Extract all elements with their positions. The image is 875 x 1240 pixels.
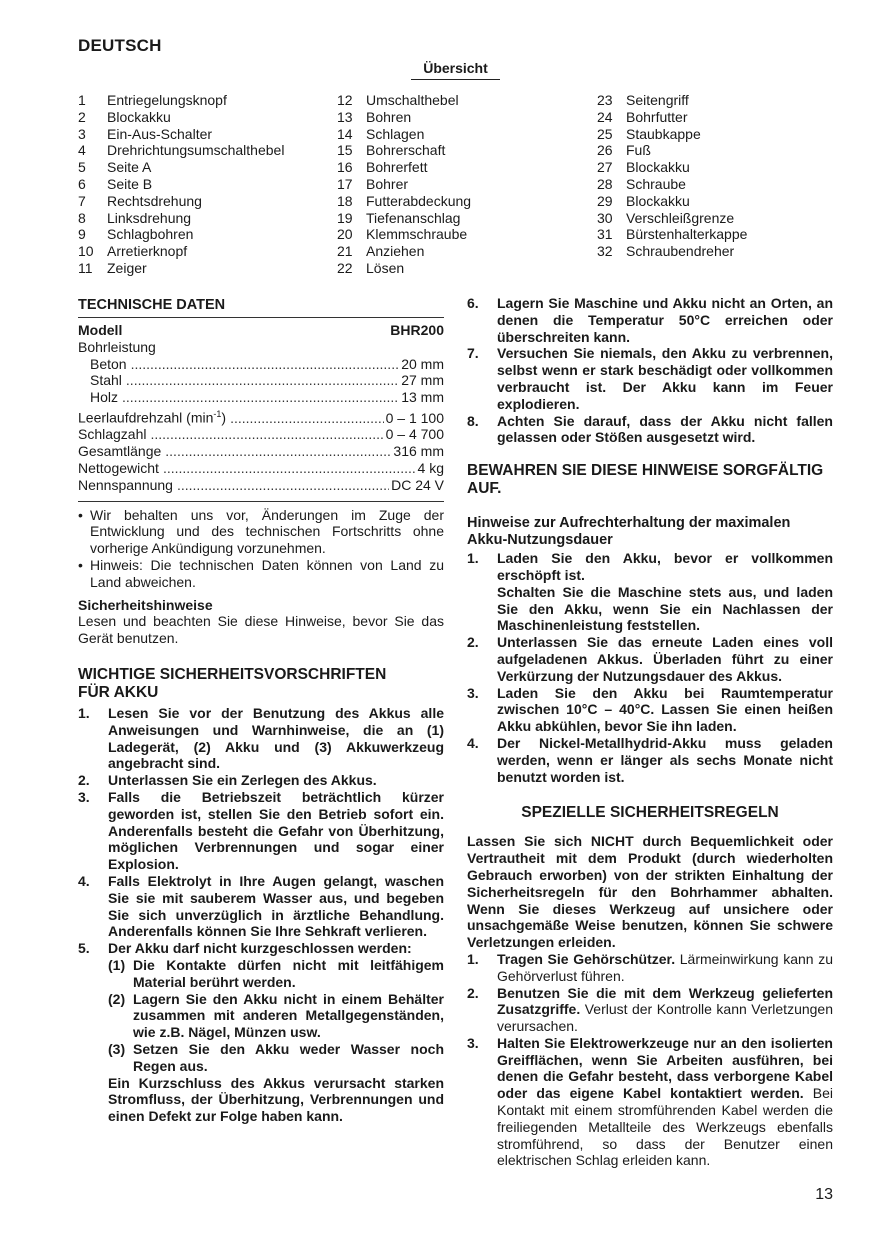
battery-rules-title [78, 666, 444, 702]
overview-item-label: Arretierknopf [107, 243, 188, 260]
overview-item-number: 24 [597, 108, 613, 125]
overview-item-label: Lösen [366, 259, 405, 276]
spec-row [78, 372, 444, 389]
overview-item [597, 226, 747, 243]
overview-item [337, 126, 471, 143]
overview-item-number: 16 [337, 159, 353, 176]
overview-item-label: Blockakku [626, 192, 690, 209]
overview-item-number: 5 [78, 159, 86, 176]
spec-row-noload [78, 406, 444, 426]
overview-item-label: Schraube [626, 175, 686, 192]
list-item: 4. Der Nickel-Metallhydrid-Akku muss geladen werden, wenn er länger als sechs Monate nicht benutzt worden ist. [467, 734, 833, 785]
overview-column-3 [597, 92, 747, 260]
spec-row [78, 426, 444, 443]
overview-item [597, 176, 747, 193]
overview-item-label: Tiefenanschlag [366, 209, 461, 226]
overview-item [597, 159, 747, 176]
overview-item [78, 260, 284, 277]
overview-item [78, 210, 284, 227]
left-column [78, 297, 444, 1125]
overview-item [337, 243, 471, 260]
overview-item-number: 32 [597, 243, 613, 260]
spec-label: Stahl [90, 372, 122, 389]
leader-dots [177, 477, 389, 494]
capacity-label-row [78, 339, 444, 356]
overview-item-label: Umschalthebel [366, 92, 459, 108]
overview-item [597, 210, 747, 227]
overview-item-number: 27 [597, 159, 613, 176]
overview-item-number: 19 [337, 209, 353, 226]
overview-item [337, 176, 471, 193]
sub-item: (2) Lagern Sie den Akku nicht in einem Behälter zusammen mit anderen Metallgegenständen, wie z.B. Nägel, Münzen usw. [108, 990, 444, 1041]
overview-item [78, 109, 284, 126]
special-rules-title: SPEZIELLE SICHERHEITSREGELN [521, 804, 779, 822]
overview-item-number: 1 [78, 92, 86, 108]
overview-column-1 [78, 92, 284, 277]
overview-item-number: 10 [78, 243, 94, 260]
spec-row [78, 460, 444, 477]
spec-value: 316 mm [393, 443, 444, 460]
note-text: Hinweis: Die technischen Daten können von Land zu Land abweichen. [90, 557, 444, 590]
overview-item [337, 193, 471, 210]
overview-item-label: Fuß [626, 142, 651, 159]
overview-item [78, 142, 284, 159]
overview-item [597, 243, 747, 260]
overview-item-label: Bohren [366, 108, 412, 125]
overview-item-number: 23 [597, 92, 613, 108]
battery-rules-title-line2: FÜR AKKU [78, 684, 159, 701]
tech-bottom-rule [78, 501, 444, 502]
special-intro: Lassen Sie sich NICHT durch Bequemlichkeit oder Vertrautheit mit dem Produkt (durch wiederholten Gebrauch erworben) von der strikten Einhaltung der Sicherheitsregeln für den Bohrhammer abhalten. Wenn Sie dieses Werkzeug auf unsichere oder unsachgemäße Weise benutzen, können Sie schwere Verletzungen erleiden. [467, 833, 833, 951]
spec-row [78, 443, 444, 460]
spec-value: 0 – 1 100 [385, 409, 444, 426]
spec-row [78, 389, 444, 406]
overview-item-number: 13 [337, 108, 353, 125]
overview-item-number: 21 [337, 243, 353, 260]
spec-row [78, 477, 444, 494]
noload-sup: -1 [213, 408, 222, 419]
overview-item-label: Schraubendreher [626, 243, 735, 260]
leader-dots [163, 460, 416, 477]
overview-item-number: 18 [337, 192, 353, 209]
overview-item-number: 7 [78, 192, 86, 209]
overview-item-number: 4 [78, 142, 86, 159]
overview-column-2 [337, 92, 471, 277]
overview-item [597, 92, 747, 109]
tech-notes [78, 507, 444, 591]
overview-item-number: 29 [597, 192, 613, 209]
overview-item [78, 243, 284, 260]
item5-tail: Ein Kurzschluss des Akkus verursacht starken Stromfluss, der Überhitzung, Verbrennungen und einen Defekt zur Folge haben kann. [108, 1074, 444, 1125]
list-item: 2. Benutzen Sie die mit dem Werkzeug gelieferten Zusatzgriffe. Verlust der Kontrolle kann Verletzungen verursachen. [467, 984, 833, 1035]
overview-item-label: Schlagen [366, 125, 425, 142]
overview-item-label: Zeiger [107, 259, 147, 276]
leader-dots [131, 356, 400, 373]
spec-rows [78, 426, 444, 493]
overview-item-label: Staubkappe [626, 125, 701, 142]
overview-item [337, 226, 471, 243]
overview-item [78, 159, 284, 176]
leader-dots [126, 372, 399, 389]
overview-item-number: 22 [337, 259, 353, 276]
leader-dots [151, 426, 384, 443]
overview-item [597, 142, 747, 159]
capacity-label: Bohrleistung [78, 338, 156, 355]
overview-item [78, 176, 284, 193]
overview-item-label: Seite B [107, 175, 153, 192]
note-text: Wir behalten uns vor, Änderungen im Zuge der Entwicklung und des technischen Fortschritts ohne vorherige Ankündigung vorzunehmen. [90, 506, 444, 557]
overview-item [337, 159, 471, 176]
overview-item-number: 8 [78, 209, 86, 226]
overview-item-label: Seite A [107, 159, 152, 176]
overview-item-label: Verschleißgrenze [626, 209, 735, 226]
noload-close: ) [221, 409, 227, 426]
overview-item-label: Blockakku [626, 159, 690, 176]
overview-item [78, 126, 284, 143]
overview-item-label: Anziehen [366, 243, 425, 260]
overview-item [337, 92, 471, 109]
spec-label: Beton [90, 355, 127, 372]
overview-item-label: Seitengriff [626, 92, 689, 108]
safety-hint-text: Lesen und beachten Sie diese Hinweise, bevor Sie das Gerät benutzen. [78, 613, 444, 647]
language-heading: DEUTSCH [78, 36, 162, 55]
overview-item [337, 109, 471, 126]
overview-item [78, 226, 284, 243]
battery-life-list [467, 550, 833, 785]
overview-item [597, 193, 747, 210]
spec-row [78, 356, 444, 373]
model-value: BHR200 [390, 322, 444, 338]
sub-item: (1) Die Kontakte dürfen nicht mit leitfähigem Material berührt werden. [108, 956, 444, 990]
battery-rules-list [78, 705, 444, 1125]
overview-item-number: 20 [337, 226, 353, 243]
safety-hint-title: Sicherheitshinweise [78, 596, 213, 613]
overview-item-label: Bohrerfett [366, 159, 428, 176]
overview-item-number: 28 [597, 175, 613, 192]
spec-label: Schlagzahl [78, 426, 147, 443]
page-number: 13 [815, 1186, 833, 1203]
list-item: 8. Achten Sie darauf, dass der Akku nicht fallen gelassen oder Stößen ausgesetzt wird. [467, 412, 833, 446]
list-item: 3. Laden Sie den Akku bei Raumtemperatur zwischen 10°C – 40°C. Lassen Sie einen heißen Akku abkühlen, bevor Sie ihn laden. [467, 684, 833, 735]
tech-note: • Wir behalten uns vor, Änderungen im Zuge der Entwicklung und des technischen Fortschritts ohne vorherige Ankündigung vorzunehmen. [78, 506, 444, 557]
overview-item-number: 11 [78, 259, 93, 276]
overview-item-label: Bohrer [366, 175, 409, 192]
list-item: 1. Lesen Sie vor der Benutzung des Akkus alle Anweisungen und Warnhinweise, die an (1) Ladegerät, (2) Akku und (3) Akkuwerkzeug angebracht sind. [78, 705, 444, 772]
overview-item [337, 142, 471, 159]
list-item: 2. Unterlassen Sie das erneute Laden eines voll aufgeladenen Akkus. Überladen führt zu einer Verkürzung der Nutzungsdauer des Akkus. [467, 634, 833, 684]
spec-label: Nennspannung [78, 476, 173, 493]
list-item: 5. Der Akku darf nicht kurzgeschlossen werden: [78, 940, 412, 957]
overview-item-number: 9 [78, 226, 86, 243]
overview-item-number: 6 [78, 175, 86, 192]
overview-item-label: Schlagbohren [107, 226, 194, 243]
overview-item-number: 26 [597, 142, 613, 159]
overview-item-number: 12 [337, 92, 353, 108]
spec-value: DC 24 V [391, 476, 444, 493]
list-item: 2. Unterlassen Sie ein Zerlegen des Akkus. [78, 772, 377, 789]
sub-list [78, 957, 444, 1125]
overview-item [597, 126, 747, 143]
spec-label [78, 406, 226, 426]
tech-data-title: TECHNISCHE DATEN [78, 297, 226, 313]
model-label: Modell [78, 322, 123, 338]
overview-item-label: Linksdrehung [107, 209, 192, 226]
spec-label: Gesamtlänge [78, 443, 162, 460]
special-list [467, 951, 833, 1169]
spec-label: Holz [90, 389, 119, 406]
overview-item-label: Bohrfutter [626, 108, 688, 125]
overview-item-label: Ein-Aus-Schalter [107, 125, 213, 142]
list-item: 4. Falls Elektrolyt in Ihre Augen gelangt, waschen Sie sie mit sauberem Wasser aus, und begeben Sie sich unverzüglich in ärztliche Behandlung. Anderenfalls können Sie Ihre Sehkraft verlieren. [78, 872, 444, 940]
list-item: 3. Falls die Betriebszeit beträchtlich kürzer geworden ist, stellen Sie den Betrieb sofort ein. Anderenfalls besteht die Gefahr von Überhitzung, möglichen Verbrennungen und sogar einer Explosion. [78, 788, 444, 873]
spec-value: 20 mm [401, 355, 444, 372]
leader-dots [230, 410, 384, 427]
overview-item-label: Bürstenhalterkappe [626, 226, 748, 243]
overview-item [78, 193, 284, 210]
overview-item-label: Klemmschraube [366, 226, 468, 243]
tech-title-rule [78, 317, 444, 318]
list-item: 3. Halten Sie Elektrowerkzeuge nur an den isolierten Greifflächen, wenn Sie Arbeiten ausführen, bei denen die Gefahr besteht, dass verborgene Kabel oder das eigene Kabel kontaktiert werden. Bei Kontakt mit einem stromführenden Kabel werden die freiliegenden Metallteile des Werkzeugs ebenfalls stromführend, so dass der Benutzer einen elektrischen Schlag erleiden kann. [467, 1034, 833, 1169]
leader-dots [165, 443, 391, 460]
spec-value: 27 mm [401, 372, 444, 389]
spec-value: 4 kg [417, 460, 444, 477]
model-row [78, 322, 444, 339]
list-item: 7. Versuchen Sie niemals, den Akku zu verbrennen, selbst wenn er stark beschädigt oder vollkommen verbraucht ist. Der Akku kann im Feuer explodieren. [467, 345, 833, 412]
overview-item-number: 14 [337, 125, 353, 142]
overview-item-number: 31 [597, 226, 613, 243]
overview-item-label: Blockakku [107, 108, 171, 125]
sub-item: (3) Setzen Sie den Akku weder Wasser noch Regen aus. [108, 1040, 444, 1074]
overview-item-number: 2 [78, 108, 86, 125]
overview-title-text: Übersicht [411, 60, 500, 80]
overview-item-number: 15 [337, 142, 353, 159]
list-item: 1. Tragen Sie Gehörschützer. Lärmeinwirkung kann zu Gehörverlust führen. [467, 950, 833, 984]
overview-item [597, 109, 747, 126]
noload-label-text: Leerlaufdrehzahl (min [78, 409, 214, 426]
keep-instructions-title: BEWAHREN SIE DIESE HINWEISE SORGFÄLTIG AUF. [467, 462, 824, 498]
overview-item-label: Rechtsdrehung [107, 192, 202, 209]
overview-item-label: Drehrichtungsumschalthebel [107, 142, 285, 159]
overview-item-label: Bohrerschaft [366, 142, 446, 159]
battery-rules-title-line1: WICHTIGE SICHERHEITSVORSCHRIFTEN [78, 666, 387, 683]
overview-item-label: Entriegelungsknopf [107, 92, 227, 108]
overview-item-label: Futterabdeckung [366, 192, 472, 209]
list-item: 1. Laden Sie den Akku, bevor er vollkommen erschöpft ist. Schalten Sie die Maschine stets aus, und laden Sie den Akku, wenn Sie ein Nachlassen der Maschinenleistung feststellen. [467, 550, 833, 634]
tech-note: • Hinweis: Die technischen Daten können von Land zu Land abweichen. [78, 557, 444, 590]
overview-item-number: 3 [78, 125, 86, 142]
spec-value: 13 mm [401, 389, 444, 406]
overview-title [0, 60, 875, 80]
overview-item [337, 260, 471, 277]
overview-item-number: 17 [337, 175, 353, 192]
overview-item [337, 210, 471, 227]
battery-life-title: Hinweise zur Aufrechterhaltung der maximalen Akku-Nutzungsdauer [467, 515, 791, 549]
overview-item-number: 25 [597, 125, 613, 142]
leader-dots [122, 389, 399, 406]
overview-item [78, 92, 284, 109]
capacity-rows [78, 356, 444, 406]
spec-value: 0 – 4 700 [385, 426, 444, 443]
overview-item-number: 30 [597, 209, 613, 226]
right-column [467, 295, 833, 1169]
list-item: 6. Lagern Sie Maschine und Akku nicht an Orten, an denen die Temperatur 50°C erreichen oder überschreiten kann. [467, 295, 833, 345]
spec-label: Nettogewicht [78, 460, 159, 477]
